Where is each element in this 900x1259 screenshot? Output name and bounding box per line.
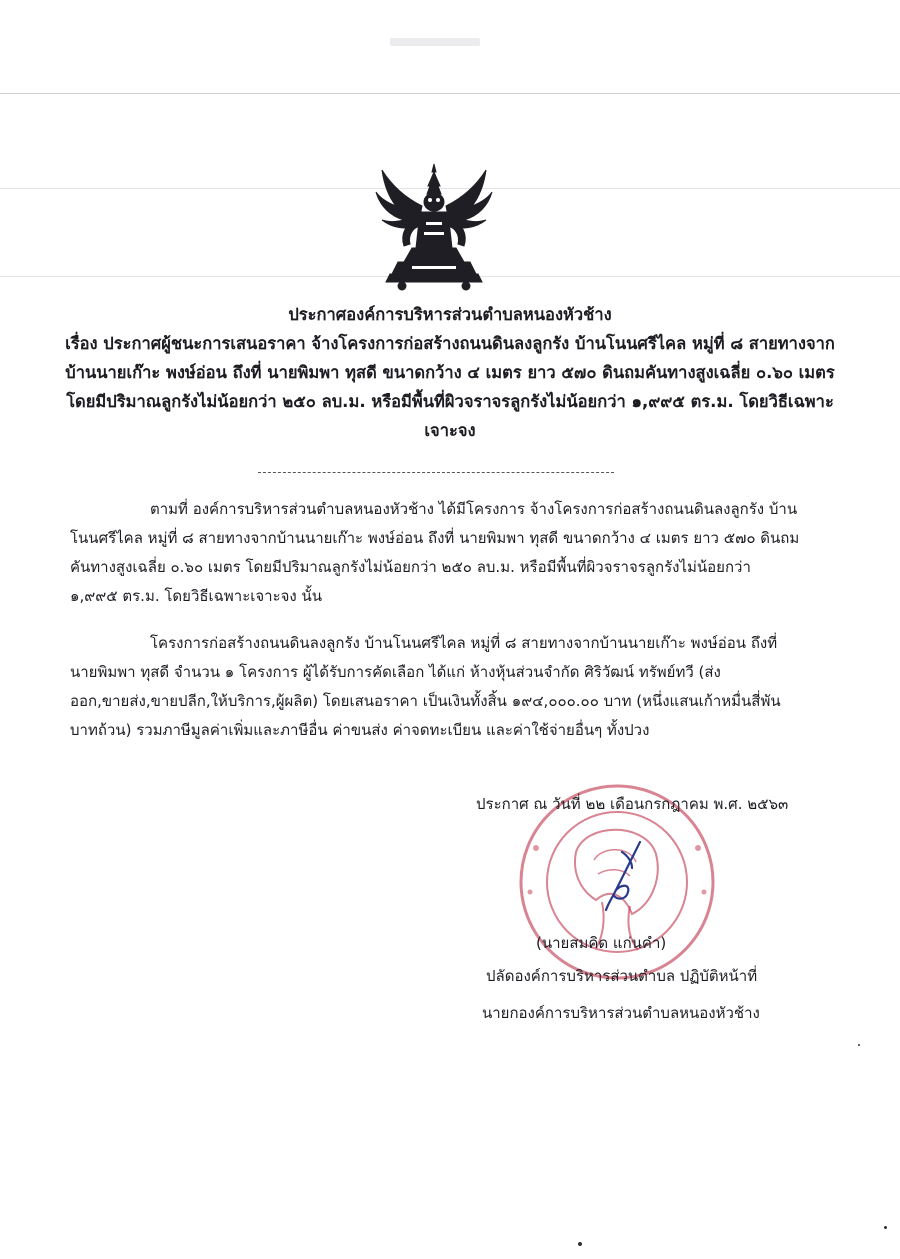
garuda-emblem-icon: [372, 162, 496, 292]
subject-line: บ้านนายเก๊าะ พงษ์อ่อน ถึงที่ นายพิมพา ทุสดี ขนาดกว้าง ๔ เมตร ยาว ๕๗๐ ดินถมคันทางสูงเฉลี่ย ๐.๖๐ เมตร: [65, 363, 835, 382]
signer-title-line-2: นายกองค์การบริหารส่วนตำบลหนองหัวช้าง: [482, 1004, 760, 1022]
scan-speck: [858, 1044, 860, 1046]
paragraph-line: โนนศรีไคล หมู่ที่ ๘ สายทางจากบ้านนายเก๊าะ พงษ์อ่อน ถึงที่ นายพิมพา ทุสดี ขนาดกว้าง ๔ เมตร ยาว ๕๗๐ ดินถม: [70, 529, 800, 547]
paragraph-line: ๑,๙๙๕ ตร.ม. โดยวิธีเฉพาะเจาะจง นั้น: [70, 587, 323, 605]
scan-speck: [578, 1242, 582, 1246]
handwritten-signature: [582, 838, 662, 918]
subject-line: เรื่อง ประกาศผู้ชนะการเสนอราคา จ้างโครงการก่อสร้างถนนดินลงลูกรัง บ้านโนนศรีไคล หมู่ที่ ๘ สายทางจาก: [65, 334, 835, 353]
announcement-date: ประกาศ ณ วันที่ ๒๒ เดือนกรกฎาคม พ.ศ. ๒๕๖๓: [476, 795, 789, 813]
paragraph-line: โครงการก่อสร้างถนนดินลงลูกรัง บ้านโนนศรีไคล หมู่ที่ ๘ สายทางจากบ้านนายเก๊าะ พงษ์อ่อน ถึงที่: [150, 634, 778, 652]
signer-title-line-1: ปลัดองค์การบริหารส่วนตำบล ปฏิบัติหน้าที่: [486, 967, 758, 985]
signer-name: (นายสมคิด แก่นคำ): [536, 934, 667, 952]
subject-line: เจาะจง: [424, 421, 476, 440]
paragraph-line: ออก,ขายส่ง,ขายปลีก,ให้บริการ,ผู้ผลิต) โดยเสนอราคา เป็นเงินทั้งสิ้น ๑๙๔,๐๐๐.๐๐ บาท (หนึ่งแสนเก้าหมื่นสี่พัน: [70, 692, 781, 710]
scan-speck: [884, 1226, 887, 1229]
paragraph-line: คันทางสูงเฉลี่ย ๐.๖๐ เมตร โดยมีปริมาณลูกรังไม่น้อยกว่า ๒๕๐ ลบ.ม. หรือมีพื้นที่ผิวจราจรลูกรังไม่น้อยกว่า: [70, 558, 751, 576]
paragraph-line: ตามที่ องค์การบริหารส่วนตำบลหนองหัวช้าง ได้มีโครงการ จ้างโครงการก่อสร้างถนนดินลงลูกรัง บ้าน: [150, 500, 798, 518]
subject-line: โดยมีปริมาณลูกรังไม่น้อยกว่า ๒๕๐ ลบ.ม. หรือมีพื้นที่ผิวจราจรลูกรังไม่น้อยกว่า ๑,๙๙๕ ตร.ม. โดยวิธีเฉพาะ: [66, 392, 834, 411]
paragraph-line: บาทถ้วน) รวมภาษีมูลค่าเพิ่มและภาษีอื่น ค่าขนส่ง ค่าจดทะเบียน และค่าใช้จ่ายอื่นๆ ทั้งปวง: [70, 721, 650, 739]
body-paragraph-1: [70, 495, 810, 611]
org-title: ประกาศองค์การบริหารส่วนตำบลหนองหัวช้าง: [288, 305, 612, 324]
scan-artifact: [390, 38, 480, 46]
dashed-divider: [258, 472, 614, 473]
body-paragraph-2: [70, 629, 810, 745]
announcement-header: [40, 300, 860, 445]
scan-line: [0, 93, 900, 94]
paragraph-line: นายพิมพา ทุสดี จำนวน ๑ โครงการ ผู้ได้รับการคัดเลือก ได้แก่ ห้างหุ้นส่วนจำกัด ศิริวัฒน์ ทรัพย์ทวี (ส่ง: [70, 663, 721, 681]
